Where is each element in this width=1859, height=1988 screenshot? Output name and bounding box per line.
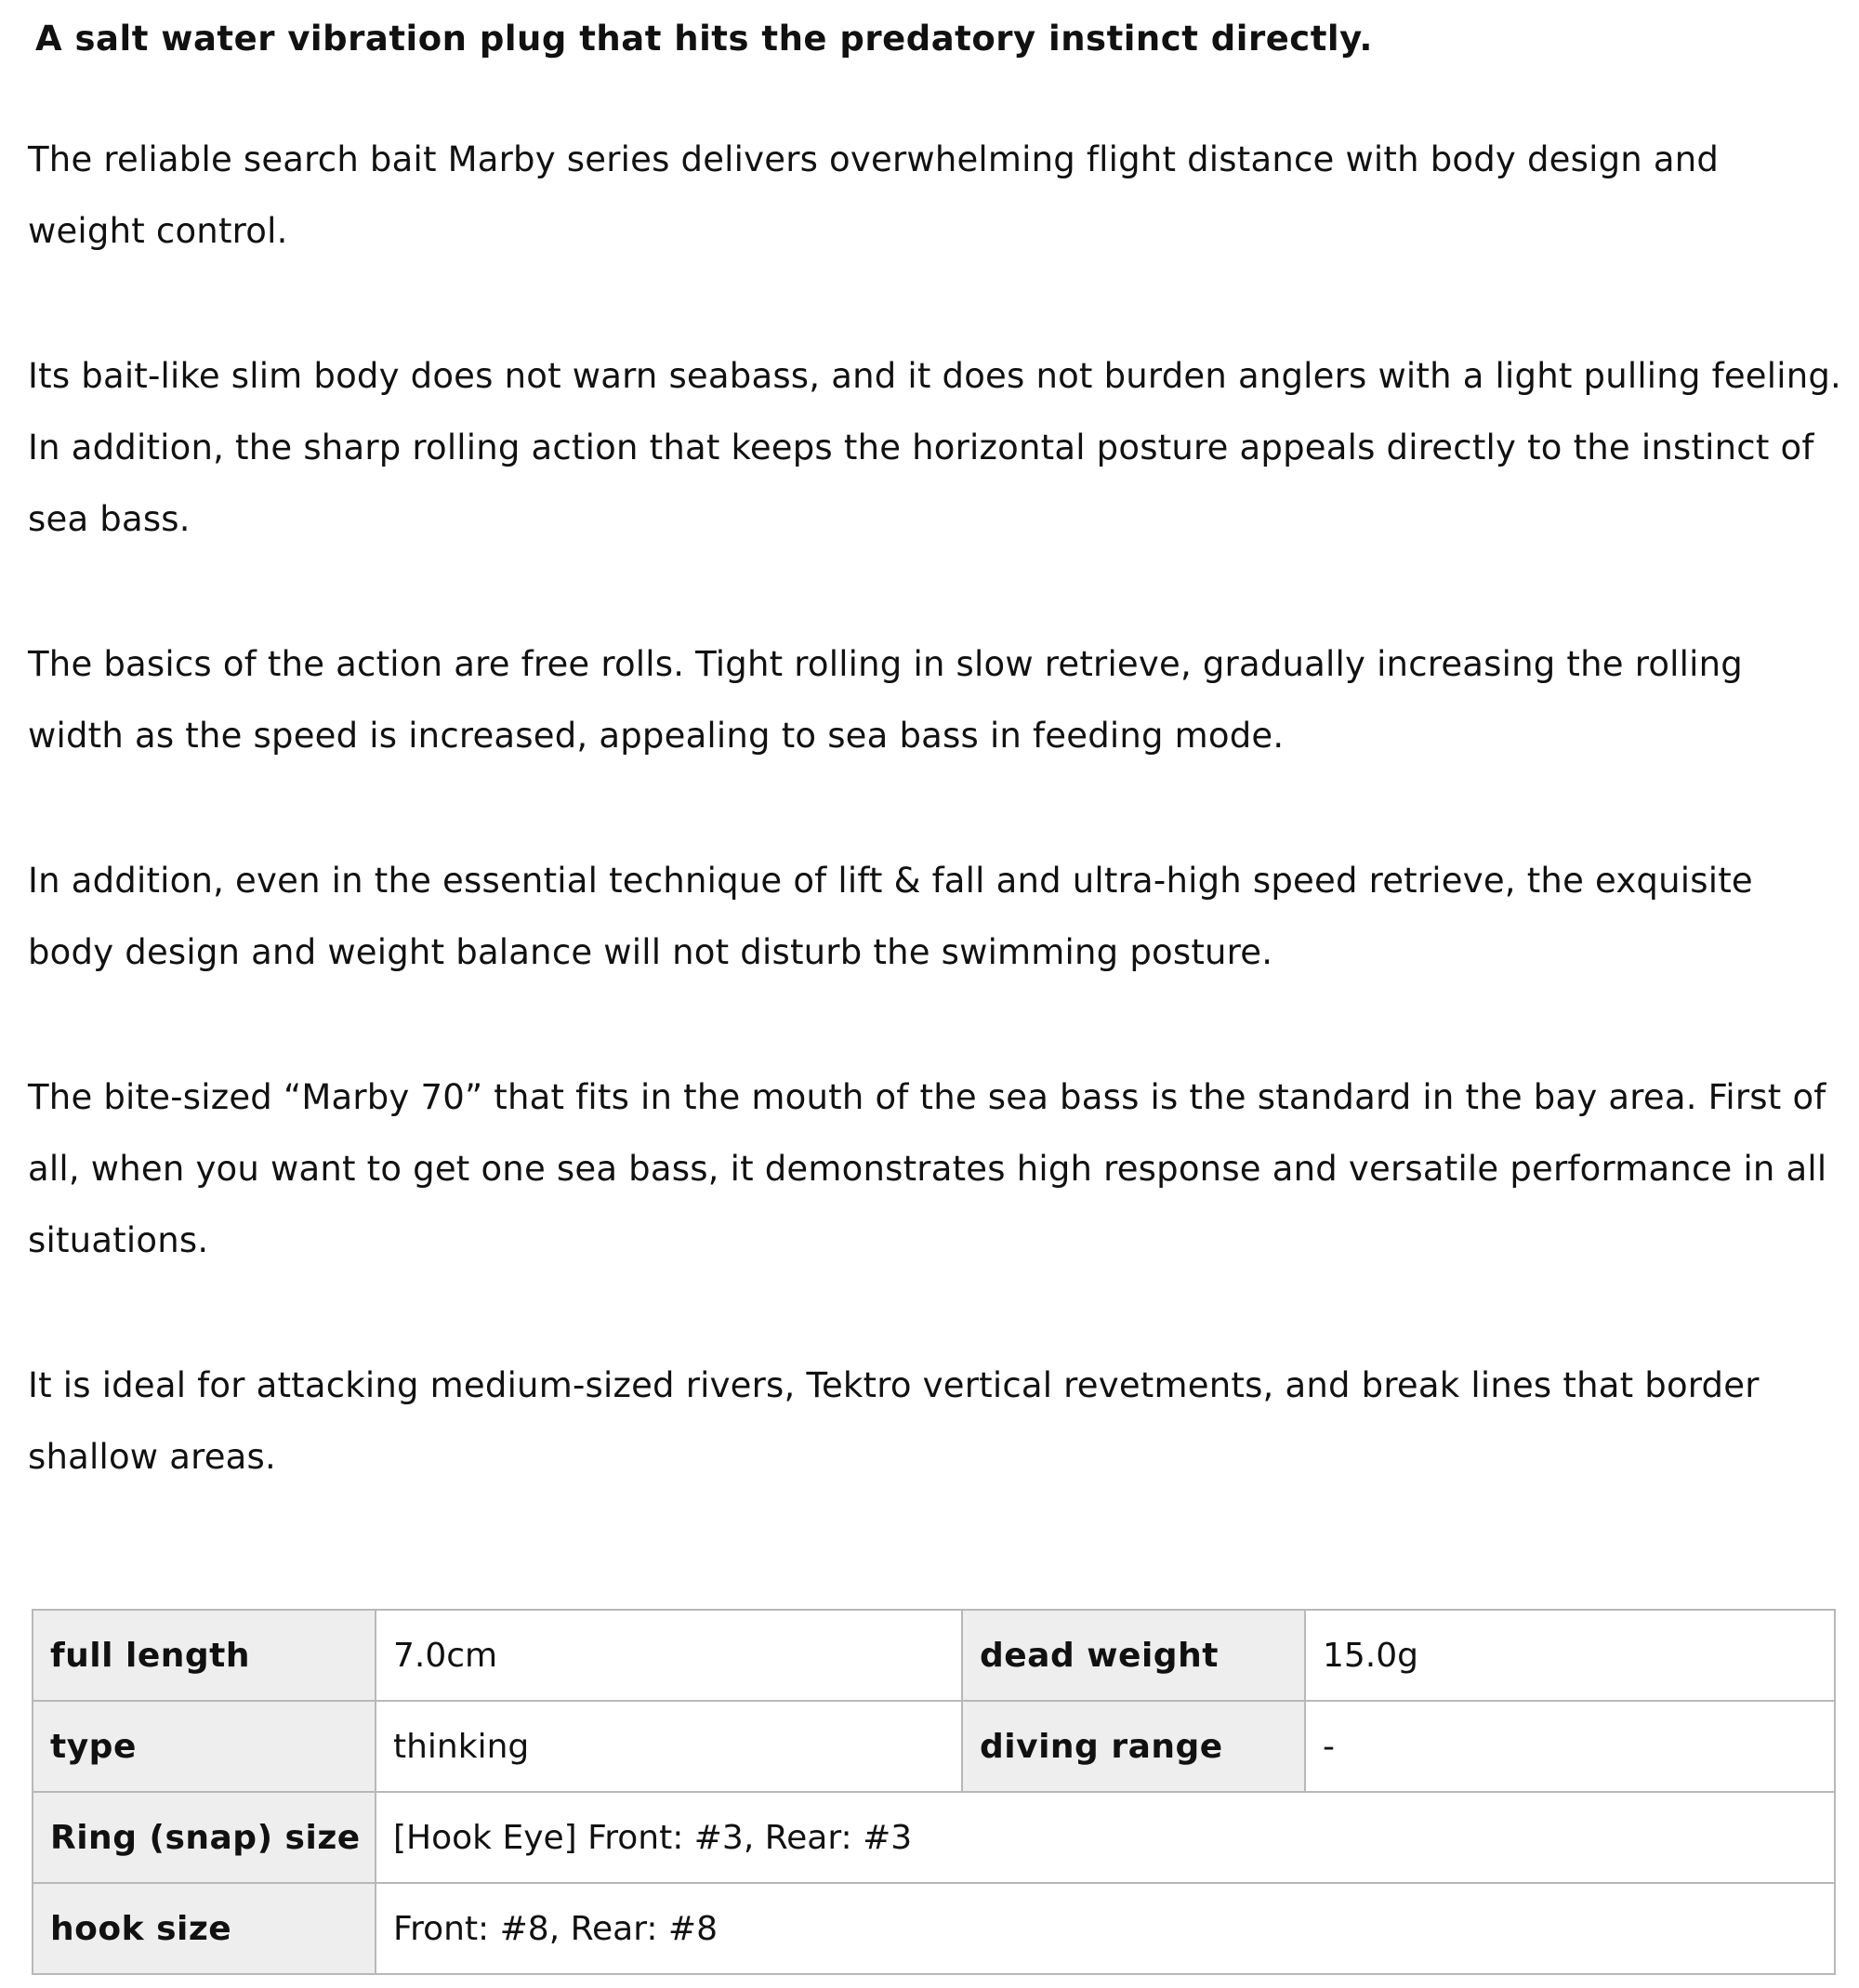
- hook-size-label: hook size: [33, 1883, 376, 1974]
- paragraph-slim-body: Its bait-like slim body does not warn seabass, and it does not burden anglers with a light pulling feeling. In addition, the sharp rolling action that keeps the horizontal posture appeals directly to the instinct of sea bass.: [28, 356, 1842, 539]
- paragraph-free-rolls: The basics of the action are free rolls. Tight rolling in slow retrieve, gradually increasing the rolling width as the speed is increased, appealing to sea bass in feeding mode.: [28, 644, 1743, 756]
- dead-weight-label: dead weight: [962, 1610, 1305, 1701]
- paragraph-flight-distance: The reliable search bait Marby series delivers overwhelming flight distance with body design and weight control.: [28, 139, 1720, 251]
- full-length-label: full length: [33, 1610, 376, 1701]
- table-row: [33, 1792, 1835, 1883]
- ring-size-value: [Hook Eye] Front: #3, Rear: #3: [376, 1792, 1835, 1883]
- diving-range-value: -: [1305, 1701, 1835, 1792]
- headline: A salt water vibration plug that hits the predatory instinct directly.: [35, 19, 1373, 59]
- dead-weight-value: 15.0g: [1305, 1610, 1835, 1701]
- full-length-value: 7.0cm: [376, 1610, 962, 1701]
- product-description: [28, 0, 1842, 1493]
- paragraph-lift-and-fall: In addition, even in the essential technique of lift & fall and ultra-high speed retrieve, the exquisite body design and weight balance will not disturb the swimming posture.: [28, 861, 1753, 972]
- ring-size-label: Ring (snap) size: [33, 1792, 376, 1883]
- paragraph-ideal-use: It is ideal for attacking medium-sized rivers, Tektro vertical revetments, and break lines that border shallow areas.: [28, 1365, 1760, 1477]
- table-row: [33, 1610, 1835, 1701]
- table-row: [33, 1883, 1835, 1974]
- hook-size-value: Front: #8, Rear: #8: [376, 1883, 1835, 1974]
- diving-range-label: diving range: [962, 1701, 1305, 1792]
- paragraph-marby-70: The bite-sized “Marby 70” that fits in the mouth of the sea bass is the standard in the bay area. First of all, when you want to get one sea bass, it demonstrates high response and versatile performance in all situations.: [28, 1077, 1827, 1260]
- table-row: [33, 1701, 1835, 1792]
- type-value: thinking: [376, 1701, 962, 1792]
- spec-table: [32, 1609, 1836, 1975]
- type-label: type: [33, 1701, 376, 1792]
